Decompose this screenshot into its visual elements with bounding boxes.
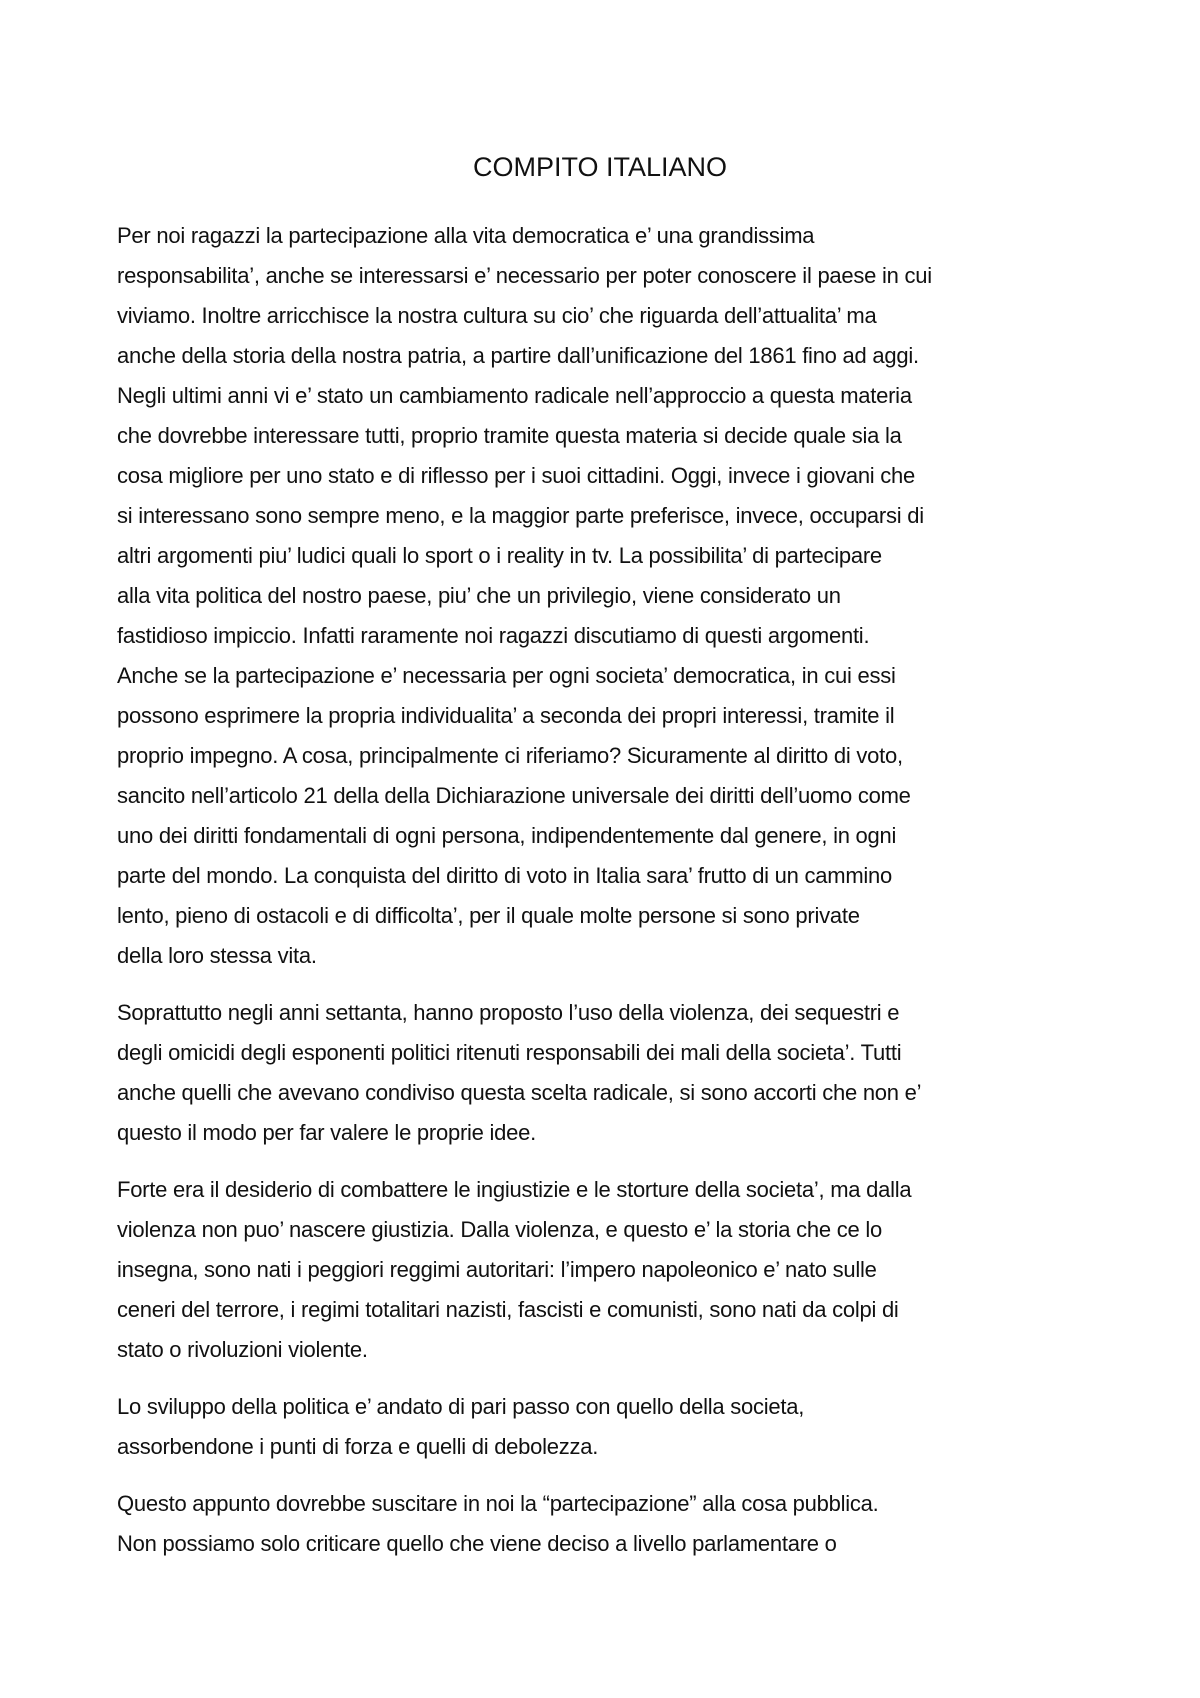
paragraph-2 [117,993,1117,1153]
text-line: possono esprimere la propria individualita’ a seconda dei propri interessi, tramite il [117,703,895,728]
text-line: anche quelli che avevano condiviso questa scelta radicale, si sono accorti che non e’ [117,1080,922,1105]
text-line: parte del mondo. La conquista del diritto di voto in Italia sara’ frutto di un cammino [117,863,893,888]
text-line: Forte era il desiderio di combattere le ingiustizie e le storture della societa’, ma dalla [117,1177,912,1202]
paragraph-3 [117,1170,1117,1370]
text-line: uno dei diritti fondamentali di ogni persona, indipendentemente dal genere, in ogni [117,823,897,848]
text-line: alla vita politica del nostro paese, piu’ che un privilegio, viene considerato un [117,583,841,608]
text-line: Soprattutto negli anni settanta, hanno proposto l’uso della violenza, dei sequestri e [117,1000,900,1025]
text-line: cosa migliore per uno stato e di riflesso per i suoi cittadini. Oggi, invece i giovani che [117,463,916,488]
text-line: stato o rivoluzioni violente. [117,1337,368,1362]
text-line: insegna, sono nati i peggiori reggimi autoritari: l’impero napoleonico e’ nato sulle [117,1257,877,1282]
paragraph-5 [117,1484,1117,1564]
text-line: Negli ultimi anni vi e’ stato un cambiamento radicale nell’approccio a questa materia [117,383,912,408]
text-line: altri argomenti piu’ ludici quali lo sport o i reality in tv. La possibilita’ di partecipare [117,543,882,568]
text-line: Per noi ragazzi la partecipazione alla vita democratica e’ una grandissima [117,223,815,248]
text-line: lento, pieno di ostacoli e di difficolta’, per il quale molte persone si sono private [117,903,860,928]
text-line: si interessano sono sempre meno, e la maggior parte preferisce, invece, occuparsi di [117,503,924,528]
text-line: fastidioso impiccio. Infatti raramente noi ragazzi discutiamo di questi argomenti. [117,623,870,648]
text-line: sancito nell’articolo 21 della della Dichiarazione universale dei diritti dell’uomo come [117,783,911,808]
text-line: questo il modo per far valere le proprie idee. [117,1120,536,1145]
text-line: proprio impegno. A cosa, principalmente ci riferiamo? Sicuramente al diritto di voto, [117,743,903,768]
text-line: violenza non puo’ nascere giustizia. Dalla violenza, e questo e’ la storia che ce lo [117,1217,882,1242]
text-line: anche della storia della nostra patria, a partire dall’unificazione del 1861 fino ad aggi. [117,343,919,368]
text-line: ceneri del terrore, i regimi totalitari nazisti, fascisti e comunisti, sono nati da colpi di [117,1297,899,1322]
text-line: che dovrebbe interessare tutti, proprio tramite questa materia si decide quale sia la [117,423,902,448]
document-body [117,216,1117,1564]
paragraph-4 [117,1387,1117,1467]
document-title: COMPITO ITALIANO [472,152,728,182]
text-line: assorbendone i punti di forza e quelli di debolezza. [117,1434,599,1459]
text-line: degli omicidi degli esponenti politici ritenuti responsabili dei mali della societa’. Tutti [117,1040,902,1065]
text-line: della loro stessa vita. [117,943,317,968]
text-line: Questo appunto dovrebbe suscitare in noi la “partecipazione” alla cosa pubblica. [117,1491,879,1516]
text-line: Lo sviluppo della politica e’ andato di pari passo con quello della societa, [117,1394,805,1419]
text-line: Non possiamo solo criticare quello che viene deciso a livello parlamentare o [117,1531,837,1556]
paragraph-1 [117,216,1117,976]
text-line: Anche se la partecipazione e’ necessaria per ogni societa’ democratica, in cui essi [117,663,896,688]
text-line: responsabilita’, anche se interessarsi e’ necessario per poter conoscere il paese in cui [117,263,932,288]
text-line: viviamo. Inoltre arricchisce la nostra cultura su cio’ che riguarda dell’attualita’ ma [117,303,877,328]
